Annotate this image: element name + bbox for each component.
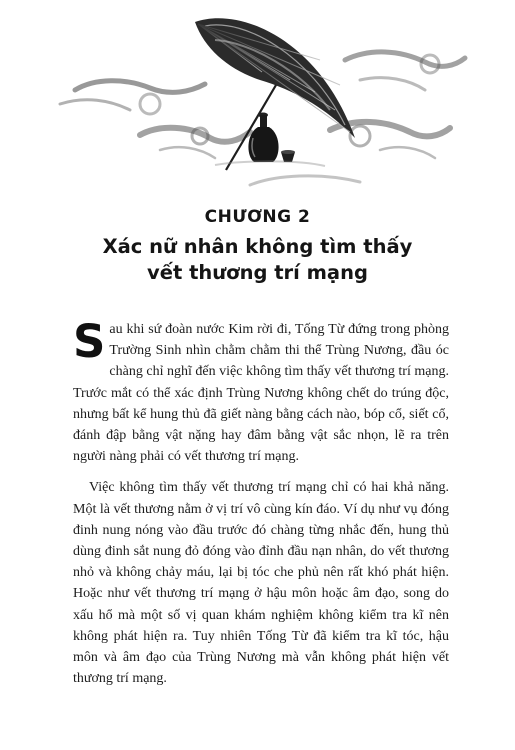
chapter-body <box>73 315 449 689</box>
ground-shadow <box>215 161 325 166</box>
paragraph-1-text: au khi sứ đoàn nước Kim rời đi, Tống Từ đứng trong phòng Trường Sinh nhìn chằm chằm thi thể Trùng Nương, đầu óc chàng chỉ nghĩ đến việc không tìm thấy vết thương trí mạng. Trước mắt có thể xác định Trùng Nương không chết do trúng độc, nhưng bất kể hung thủ đã giết nàng bằng cách nào, bóp cổ, siết cổ, đánh đập bằng vật nặng hay đâm bằng vật sắc nhọn, lẽ ra trên người nàng phải có vết thương trí mạng. <box>73 322 449 465</box>
drop-cap: S <box>73 315 106 368</box>
chapter-title-line-1: Xác nữ nhân không tìm thấy <box>102 235 413 258</box>
chapter-title-line-2: vết thương trí mạng <box>147 261 368 284</box>
paragraph-1 <box>73 315 449 467</box>
wine-cup <box>281 150 295 162</box>
umbrella-vase-illustration <box>0 0 515 200</box>
wine-vase <box>248 113 278 163</box>
paragraph-2: Việc không tìm thấy vết thương trí mạng chỉ có hai khả năng. Một là vết thương nằm ở vị trí vô cùng kín đáo. Ví dụ như vụ đóng đinh nung nóng vào đầu trước đó chàng từng nhắc đến, hung thủ dùng đinh sắt nung đỏ đóng vào đỉnh đầu nạn nhân, do vết thương nhỏ và không chảy máu, lại bị tóc che phủ nên rất khó phát hiện. Hoặc như vết thương trí mạng ở hậu môn hoặc âm đạo, song do xấu hổ mà một số vị quan khám nghiệm không kiểm tra kĩ nên không phát hiện ra. Tuy nhiên Tống Từ đã kiểm tra kĩ tóc, hậu môn và âm đạo của Trùng Nương mà vẫn không phát hiện vết thương trí mạng. <box>73 480 449 687</box>
chapter-title <box>0 234 515 286</box>
chapter-number: CHƯƠNG 2 <box>204 207 311 227</box>
ink-cloud-left <box>60 81 250 158</box>
